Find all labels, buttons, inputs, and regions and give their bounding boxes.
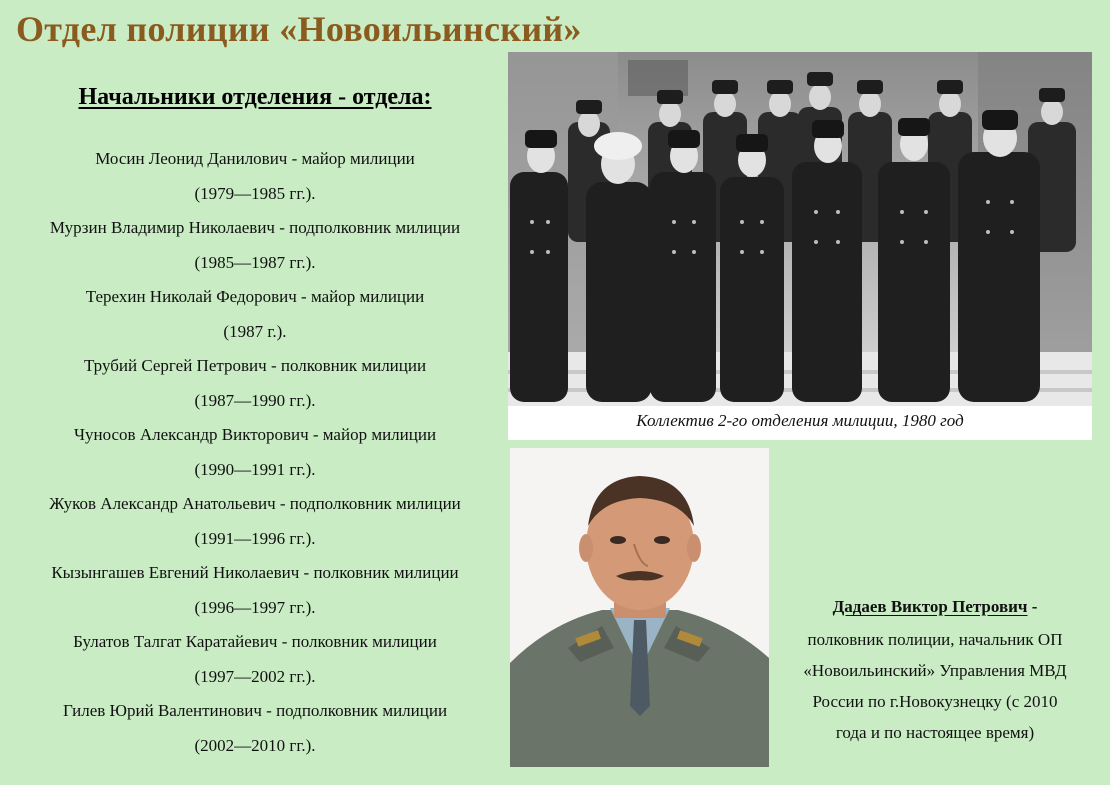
chief-entry	[0, 627, 510, 696]
section-heading: Начальники отделения - отдела:	[78, 84, 432, 110]
portrait-photo	[510, 448, 769, 767]
chief-name-rank: Мосин Леонид Данилович - майор милиции	[95, 149, 415, 168]
chief-entry	[0, 420, 510, 489]
chief-name-rank: Трубий Сергей Петрович - полковник милиции	[83, 356, 427, 375]
chief-name-rank: Чуносов Александр Викторович - майор милиции	[73, 425, 437, 444]
chief-years: (1985—1987 гг.).	[194, 252, 316, 272]
current-chief-name: Дадаев Виктор Петрович	[832, 597, 1028, 616]
current-chief-dash: -	[1027, 597, 1038, 616]
chief-years: (1996—1997 гг.).	[194, 597, 316, 617]
chief-entry	[0, 213, 510, 282]
chief-years: (1987 г.).	[223, 321, 287, 341]
chief-years: (1990—1991 гг.).	[194, 459, 316, 479]
current-chief-desc-line: полковник полиции, начальник ОП	[807, 630, 1063, 649]
chief-entry	[0, 282, 510, 351]
chief-years: (1979—1985 гг.).	[194, 183, 316, 203]
chief-name-rank: Булатов Талгат Каратайевич - полковник милиции	[73, 632, 437, 651]
chief-name-rank: Мурзин Владимир Николаевич - подполковник милиции	[49, 218, 461, 237]
chief-years: (1991—1996 гг.).	[194, 528, 316, 548]
chief-entry	[0, 351, 510, 420]
current-chief-desc-line: России по г.Новокузнецку (с 2010	[812, 692, 1058, 711]
chief-name-rank: Терехин Николай Федорович - майор милиции	[85, 287, 425, 306]
chief-entry	[0, 144, 510, 213]
chief-years: (2002—2010 гг.).	[194, 735, 316, 755]
chief-years: (1987—1990 гг.).	[194, 390, 316, 410]
chief-name-rank: Жуков Александр Анатольевич - подполковник милиции	[49, 494, 461, 513]
current-chief-desc-line: года и по настоящее время)	[835, 723, 1035, 742]
chief-entry	[0, 558, 510, 627]
group-photo-caption: Коллектив 2-го отделения милиции, 1980 год	[636, 411, 964, 430]
group-photo-caption-box	[508, 406, 1092, 440]
portrait-image	[510, 448, 769, 767]
chief-entry	[0, 489, 510, 558]
chief-entry	[0, 696, 510, 765]
current-chief-name-line	[770, 592, 1100, 622]
current-chief-description	[770, 622, 1100, 748]
chief-years: (1997—2002 гг.).	[194, 666, 316, 686]
current-chief-block	[770, 592, 1100, 748]
group-photo	[508, 52, 1092, 408]
page-title: Отдел полиции «Новоильинский»	[16, 9, 582, 49]
current-chief-desc-line: «Новоильинский» Управления МВД	[803, 661, 1067, 680]
chief-name-rank: Гилев Юрий Валентинович - подполковник милиции	[62, 701, 448, 720]
group-photo-image	[508, 52, 1092, 408]
chiefs-list	[0, 144, 510, 765]
chief-name-rank: Кызынгашев Евгений Николаевич - полковник милиции	[51, 563, 459, 582]
